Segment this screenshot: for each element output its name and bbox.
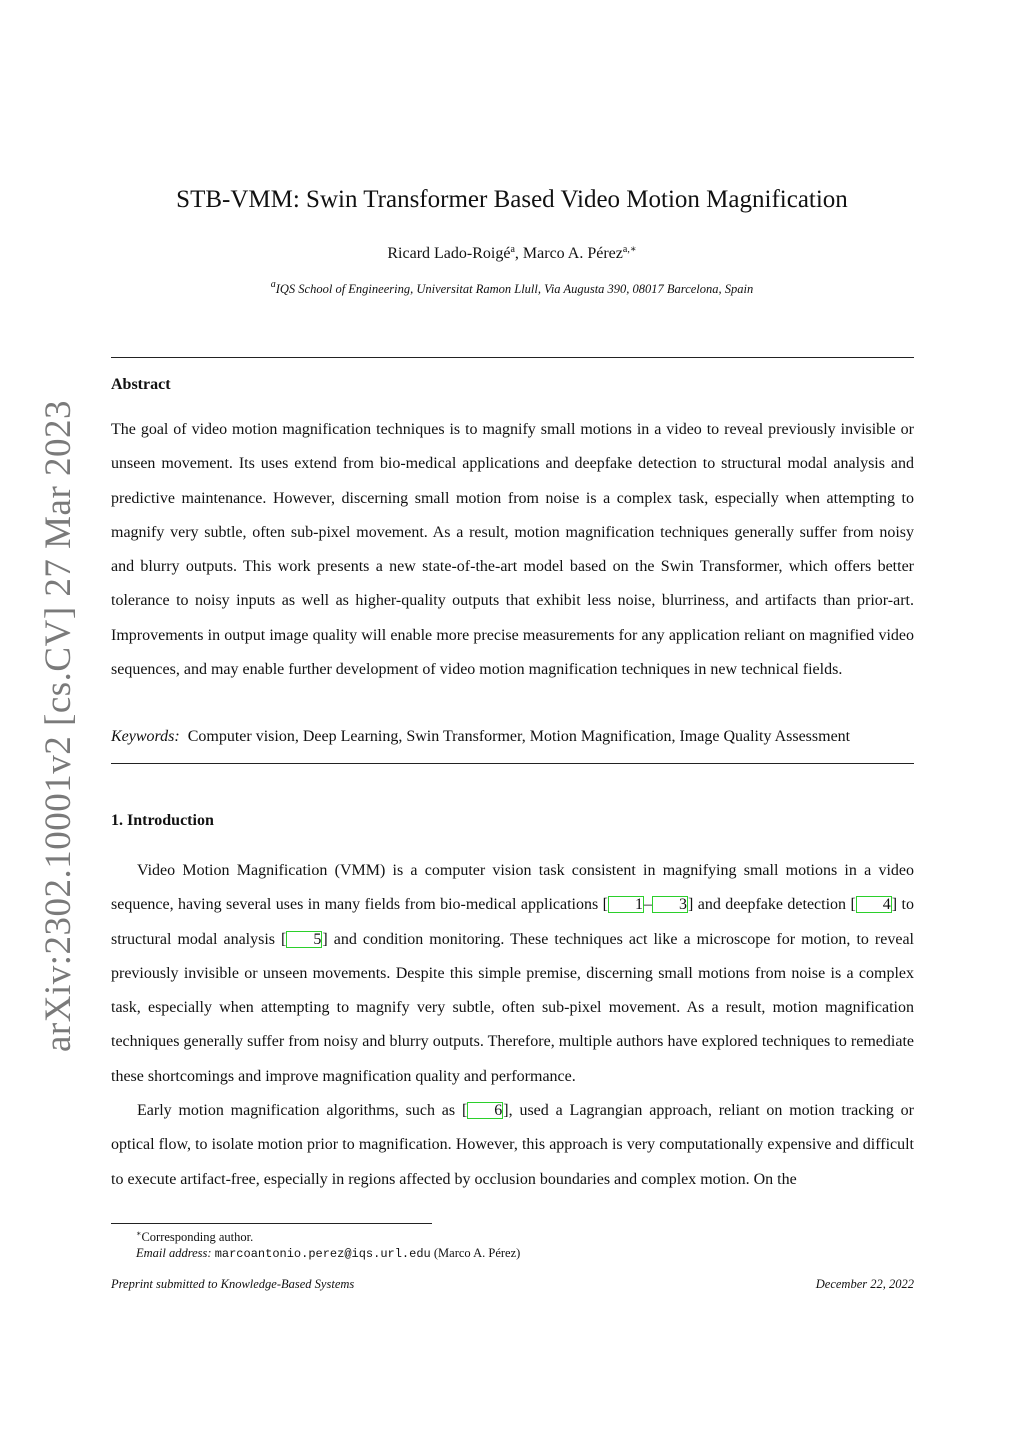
author-name: Marco A. Pérez: [522, 245, 623, 262]
keywords-text: Computer vision, Deep Learning, Swin Transformer, Motion Magnification, Image Quality Assessment: [187, 728, 851, 745]
arxiv-identifier-stamp: arXiv:2302.10001v2 [cs.CV] 27 Mar 2023: [38, 399, 79, 1052]
author-separator: ,: [514, 245, 523, 262]
introduction-paragraph-2: [111, 1094, 914, 1197]
footnote-email: [136, 1245, 520, 1262]
abstract-heading: Abstract: [111, 376, 171, 393]
paragraph-text: to structural modal analysis: [111, 896, 914, 948]
preprint-date: December 22, 2022: [815, 1277, 914, 1291]
citation-bracket: ]: [322, 930, 328, 948]
keywords-line: [111, 726, 914, 748]
abstract-top-rule: [111, 357, 914, 358]
citation-link[interactable]: 4: [856, 896, 892, 913]
citation-link[interactable]: 6: [467, 1102, 503, 1119]
introduction-heading: 1. Introduction: [111, 812, 214, 829]
email-label: Email address:: [136, 1246, 212, 1260]
citation-bracket: ]: [687, 896, 694, 914]
author-name: Ricard Lado-Roigé: [387, 245, 511, 262]
citation-bracket: [: [602, 896, 608, 914]
citation-link[interactable]: 3: [652, 896, 688, 913]
affiliation-mark: a: [510, 244, 515, 255]
affiliation-text: IQS School of Engineering, Universitat Ramon Llull, Via Augusta 390, 08017 Barcelona, Spain: [275, 282, 754, 296]
keywords-label: Keywords:: [111, 728, 180, 745]
citation-link[interactable]: 5: [286, 931, 322, 948]
paragraph-text: and deepfake detection: [693, 896, 851, 914]
preprint-venue: Preprint submitted to Knowledge-Based Systems: [111, 1277, 355, 1291]
citation-bracket: ]: [503, 1102, 509, 1119]
footnote-rule: [111, 1223, 432, 1224]
footnote-mark: ∗: [136, 1229, 142, 1238]
paragraph-text: Early motion magnification algorithms, such as: [137, 1102, 462, 1119]
affiliation-mark: a,∗: [622, 244, 637, 255]
paragraph-text: and condition monitoring. These techniques act like a microscope for motion, to reveal previously invisible or unseen movements. Despite this simple premise, discerning small motions from noise is a complex task, especially when attempting to magnify very subtle, often sub-pixel movement. As a result, motion magnification techniques generally suffer from noisy and blurry outputs. Therefore, multiple authors have explored techniques to remediate these shortcomings and improve magnification quality and performance.: [111, 930, 914, 1085]
abstract-bottom-rule: [111, 763, 914, 764]
affiliation-mark: a: [270, 279, 276, 290]
author-affiliation: [0, 281, 1024, 297]
introduction-paragraph-1: [111, 854, 914, 1094]
citation-bracket: [: [281, 930, 287, 948]
email-owner: (Marco A. Pérez): [430, 1246, 521, 1260]
citation-dash: –: [643, 896, 652, 914]
citation-link[interactable]: 1: [608, 896, 644, 913]
citation-bracket: [: [461, 1102, 468, 1119]
footnote-text: Corresponding author.: [141, 1230, 254, 1244]
paper-title: STB-VMM: Swin Transformer Based Video Motion Magnification: [176, 186, 848, 213]
paragraph-text: Video Motion Magnification (VMM) is a computer vision task consistent in magnifying small motions in a video sequence, having several uses in many fields from bio-medical applications: [111, 862, 914, 914]
email-address-link[interactable]: marcoantonio.perez@iqs.url.edu: [214, 1247, 431, 1261]
paragraph-text: , used a Lagrangian approach, reliant on motion tracking or optical flow, to isolate motion prior to magnification. However, this approach is very computationally expensive and difficult to execute artifact-free, especially in regions affected by occlusion boundaries and complex motion. On the: [111, 1102, 914, 1188]
author-list: [0, 244, 1024, 264]
citation-bracket: ]: [891, 896, 898, 914]
citation-bracket: [: [850, 896, 856, 914]
abstract-text: The goal of video motion magnification techniques is to magnify small motions in a video to reveal previously invisible or unseen movement. Its uses extend from bio-medical applications and deepfake detection to structural modal analysis and predictive maintenance. However, discerning small motion from noise is a complex task, especially when attempting to magnify very subtle, often sub-pixel movement. As a result, motion magnification techniques generally suffer from noisy and blurry outputs. This work presents a new state-of-the-art model based on the Swin Transformer, which offers better tolerance to noisy inputs as well as higher-quality outputs that exhibit less noise, blurriness, and artifacts than prior-art. Improvements in output image quality will enable more precise measurements for any application reliant on magnified video sequences, and may enable further development of video motion magnification techniques in new technical fields.: [111, 421, 914, 679]
footnote-corresponding-author: [136, 1229, 253, 1245]
